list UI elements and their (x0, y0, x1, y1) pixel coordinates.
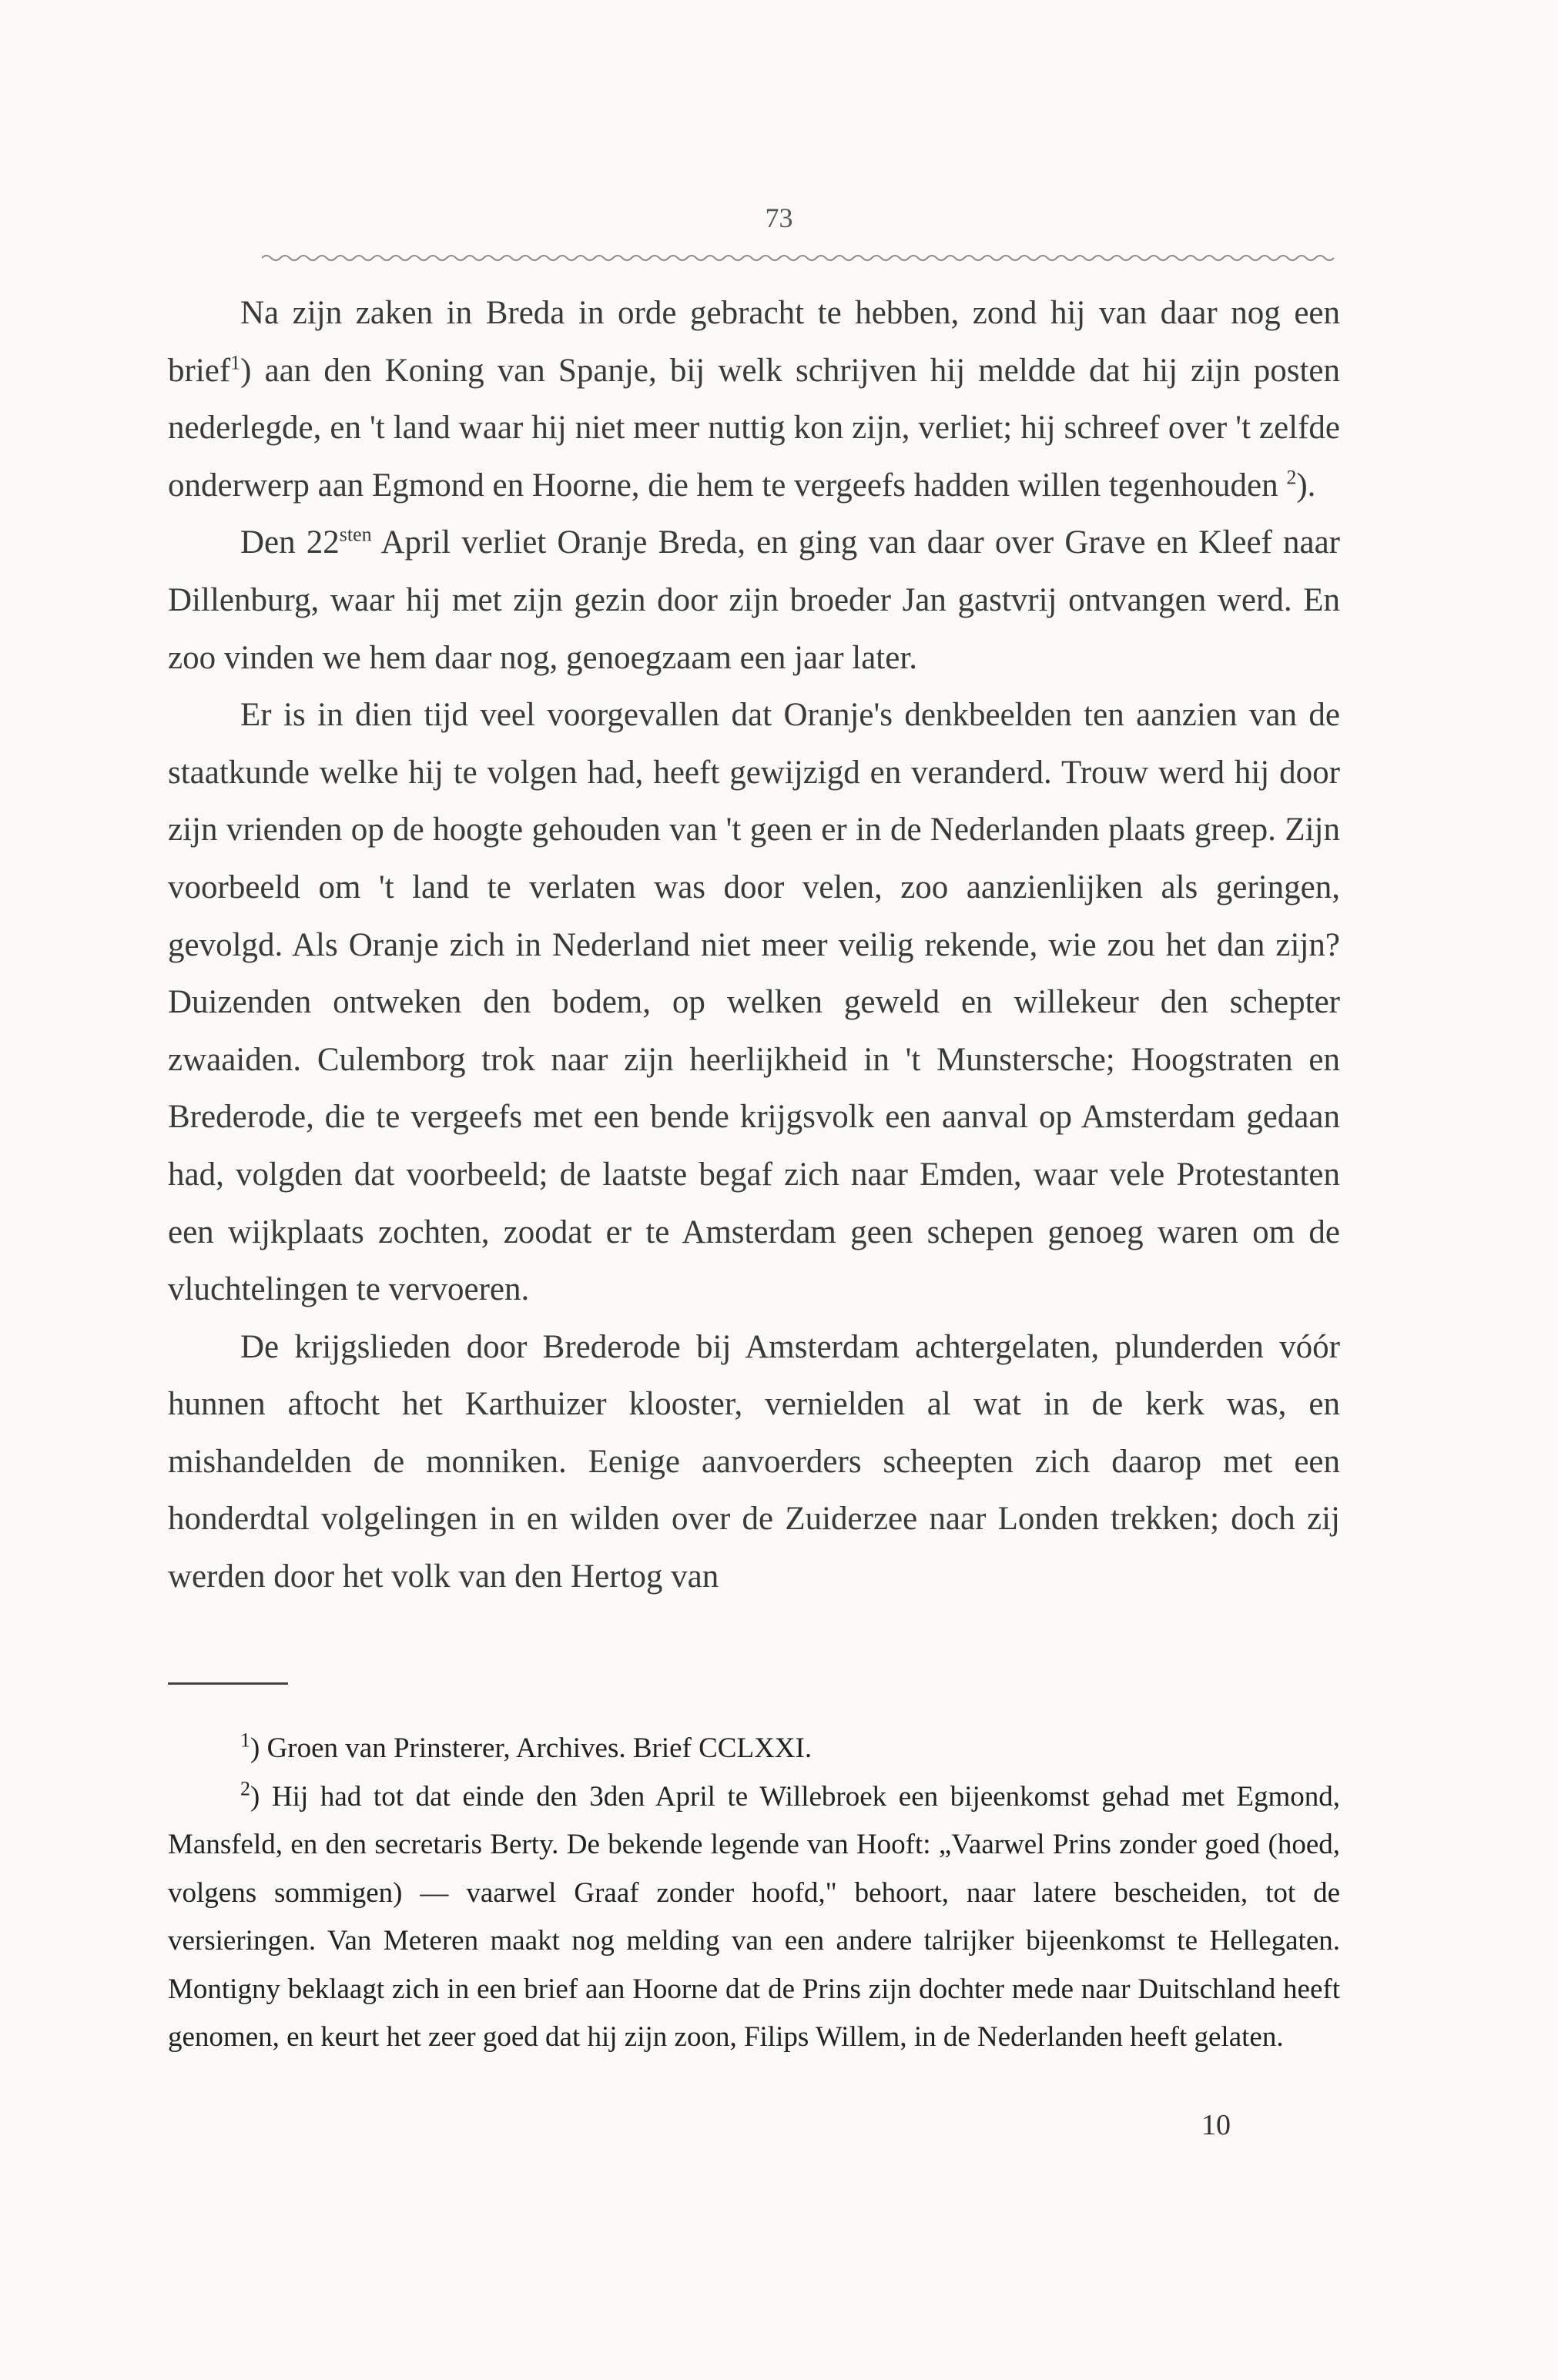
footnote-2: $^2$) Hij had tot dat einde den 3den April te Willebroek een bijeenkomst gehad met Egmond, Mansfeld, en den secretaris Berty. De bekende legende van Hooft: „Vaarwel Prins zonder goed (hoed, volgens sommigen) — vaarwel Graaf zonder hoofd," behoort, naar latere bescheiden, tot de versieringen. Van Meteren maakt nog melding van een andere talrijker bijeenkomst te Hellegaten. Montigny beklaagt zich in een brief aan Hoorne dat de Prins zijn dochter mede naar Duitschland heeft genomen, en keurt het zeer goed dat hij zijn zoon, Filips Willem, in de Nederlanden heeft gelaten. (168, 1777, 1340, 2053)
footnote-ref-1: 1 (230, 351, 241, 374)
footnote-ref-2: 2 (1286, 466, 1297, 489)
paragraph-2: Den $22^{sten}$ April verliet Oranje Breda, en ging van daar over Grave en Kleef naar Dillenburg, waar hij met zijn gezin door zijn broeder Jan gastvrij ontvangen werd. En zoo vinden we hem daar nog, genoegzaam een jaar later. (168, 524, 1340, 676)
paragraph-3: Er is in dien tijd veel voorgevallen dat Oranje's denkbeelden ten aanzien van de staatkunde welke hij te volgen had, heeft gewijzigd en veranderd. Trouw werd hij door zijn vrienden op de hoogte gehouden van 't geen er in de Nederlanden plaats greep. Zijn voorbeeld om 't land te verlaten was door velen, zoo aanzienlijken als geringen, gevolgd. Als Oranje zich in Nederland niet meer veilig rekende, wie zou het dan zijn? Duizenden ontweken den bodem, op welken geweld en willekeur den schepter zwaaiden. Culemborg trok naar zijn heerlijkheid in 't Munstersche; Hoogstraten en Brederode, die te vergeefs met een bende krijgsvolk een aanval op Amsterdam gedaan had, volgden dat voorbeeld; de laatste begaf zich naar Emden, waar vele Protestanten een wijkplaats zochten, zoodat er te Amsterdam geen schepen genoeg waren om de vluchtelingen te vervoeren. (168, 697, 1340, 1308)
paragraph-1: Na zijn zaken in Breda in orde gebracht te hebben, zond hij van daar nog een brief$^1$) aan den Koning van Spanje, bij welk schrijven hij meldde dat hij zijn posten nederlegde, en 't land waar hij niet meer nuttig kon zijn, verliet; hij schreef over 't zelfde onderwerp aan Egmond en Hoorne, die hem te vergeefs hadden willen tegenhouden $^2$). (168, 295, 1340, 504)
ordinal-suffix: sten (339, 524, 372, 547)
footnote-divider (168, 1682, 288, 1685)
footnote-1: $^1$) Groen van Prinsterer, Archives. Brief CCLXXI. (240, 1729, 813, 1764)
signature-mark: 10 (1201, 2109, 1231, 2141)
page-number: 73 (765, 203, 793, 233)
wavy-divider (262, 253, 1340, 263)
paragraph-4: De krijgslieden door Brederode bij Amsterdam achtergelaten, plunderden vóór hunnen aftocht het Karthuizer klooster, vernielden al wat in de kerk was, en mishandelden de monniken. Eenige aanvoerders scheepten zich daarop met een honderdtal volgelingen in en wilden over de Zuiderzee naar Londen trekken; doch zij werden door het volk van den Hertog van (168, 1328, 1340, 1595)
body-text (168, 285, 1340, 1606)
footnotes (168, 1725, 1340, 2062)
